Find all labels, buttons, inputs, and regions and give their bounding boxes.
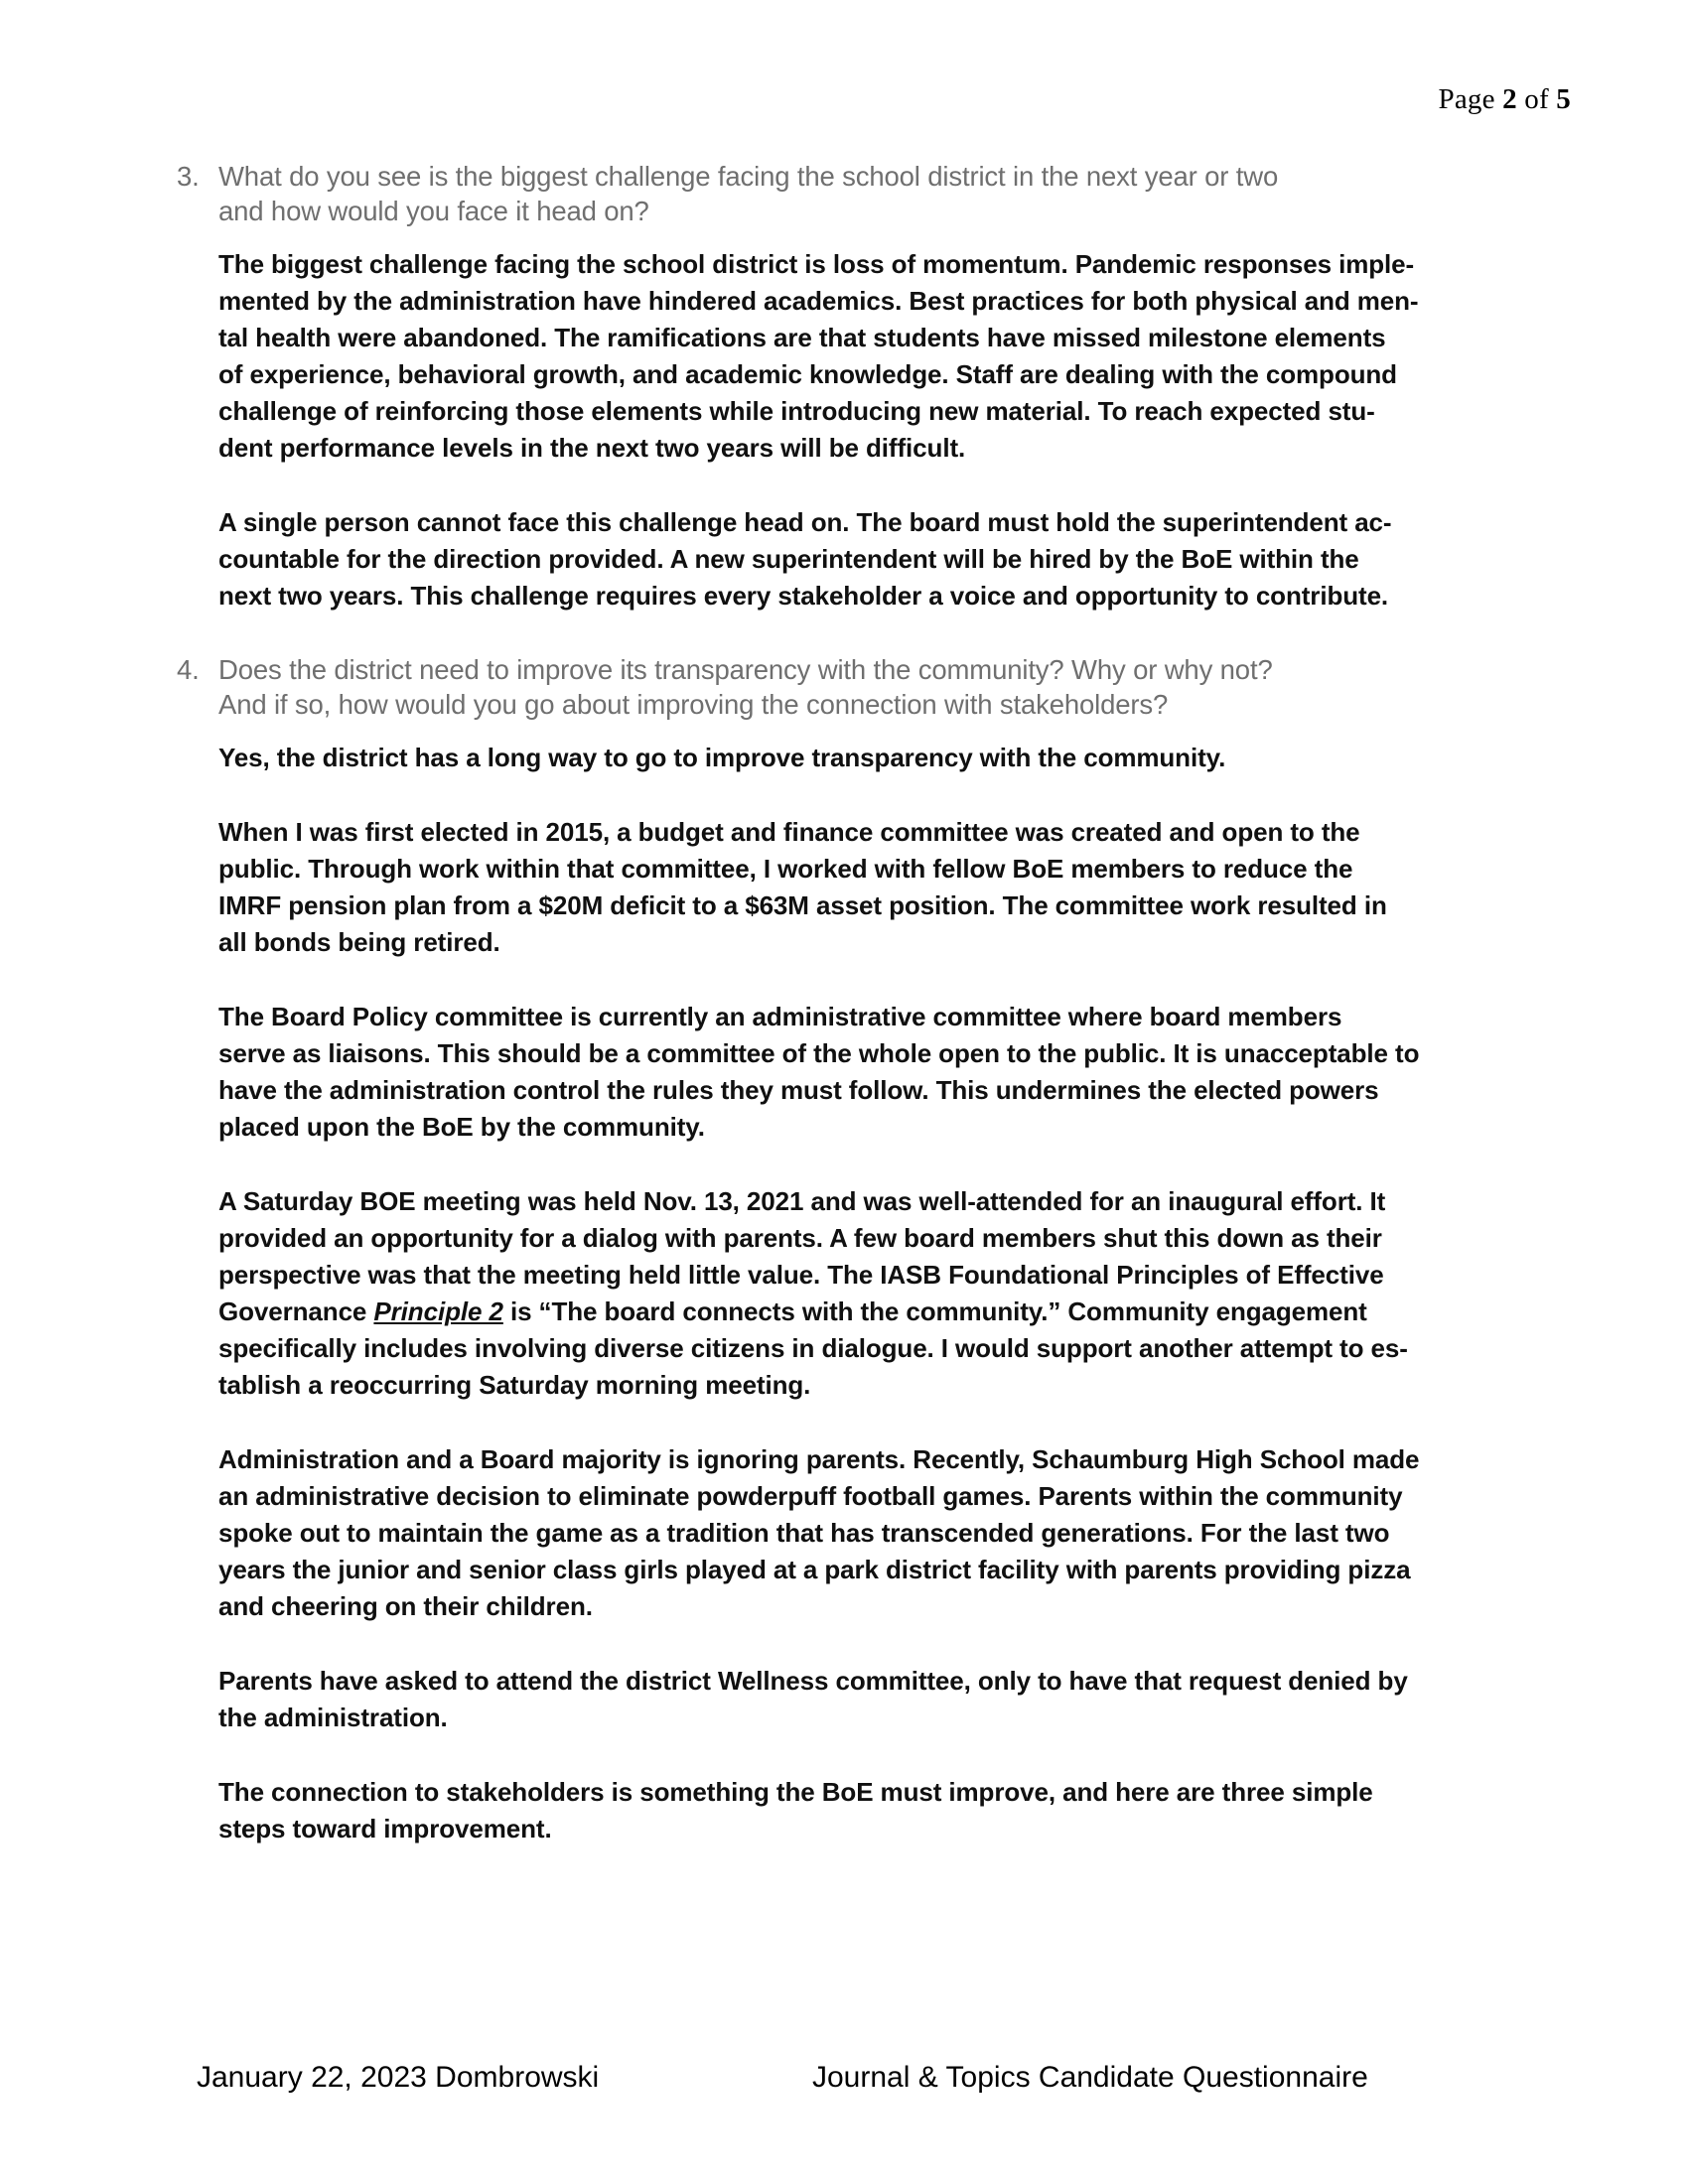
question-3-text	[218, 159, 1497, 228]
answer-line: tablish a reoccurring Saturday morning meeting.	[218, 1370, 811, 1400]
answer-line: tal health were abandoned. The ramifications are that students have missed milestone elements	[218, 323, 1386, 352]
answer-paragraph	[218, 999, 1497, 1146]
page-footer	[0, 2061, 1688, 2107]
question-block-3	[177, 159, 1497, 614]
answer-line: and cheering on their children.	[218, 1591, 593, 1621]
answer-paragraph	[218, 1183, 1497, 1404]
answer-line: A Saturday BOE meeting was held Nov. 13, 2021 and was well-attended for an inaugural effort. It	[218, 1186, 1386, 1216]
answer-line: placed upon the BoE by the community.	[218, 1112, 705, 1142]
question-4-answers	[218, 740, 1497, 1847]
page-header-current: 2	[1502, 83, 1517, 115]
page-header-prefix: Page	[1438, 83, 1495, 115]
answer-line-prefix: Governance	[218, 1297, 374, 1326]
answer-line: mented by the administration have hindered academics. Best practices for both physical and men-	[218, 286, 1419, 316]
answer-line: Administration and a Board majority is ignoring parents. Recently, Schaumburg High School made	[218, 1444, 1420, 1474]
answer-line: provided an opportunity for a dialog with parents. A few board members shut this down as their	[218, 1223, 1382, 1253]
answer-line: Parents have asked to attend the district Wellness committee, only to have that request denied by	[218, 1666, 1408, 1696]
answer-paragraph	[218, 814, 1497, 961]
footer-date-author: January 22, 2023 Dombrowski	[197, 2061, 600, 2094]
document-content	[177, 159, 1497, 1885]
answer-line-with-link	[218, 1294, 1497, 1330]
answer-line: countable for the direction provided. A new superintendent will be hired by the BoE within the	[218, 544, 1359, 574]
answer-line: spoke out to maintain the game as a tradition that has transcended generations. For the last two	[218, 1518, 1390, 1548]
answer-line: IMRF pension plan from a $20M deficit to a $63M asset position. The committee work resulted in	[218, 890, 1387, 920]
answer-line: next two years. This challenge requires every stakeholder a voice and opportunity to contribute.	[218, 581, 1389, 611]
answer-line: steps toward improvement.	[218, 1814, 552, 1843]
answer-line: challenge of reinforcing those elements while introducing new material. To reach expected stu-	[218, 396, 1375, 426]
question-4-line-1: Does the district need to improve its transparency with the community? Why or why not?	[218, 654, 1273, 685]
answer-line: public. Through work within that committee, I worked with fellow BoE members to reduce the	[218, 854, 1353, 884]
answer-line: all bonds being retired.	[218, 927, 500, 957]
question-4-line-2: And if so, how would you go about improving the connection with stakeholders?	[218, 689, 1169, 720]
question-3-answers	[218, 246, 1497, 614]
answer-line: A single person cannot face this challenge head on. The board must hold the superintendent ac-	[218, 507, 1392, 537]
answer-line: The Board Policy committee is currently an administrative committee where board members	[218, 1002, 1342, 1031]
question-3-line-2: and how would you face it head on?	[218, 196, 649, 226]
answer-line: serve as liaisons. This should be a committee of the whole open to the public. It is unacceptable to	[218, 1038, 1420, 1068]
answer-line: years the junior and senior class girls played at a park district facility with parents providing pizza	[218, 1555, 1411, 1584]
answer-line: of experience, behavioral growth, and academic knowledge. Staff are dealing with the compound	[218, 359, 1397, 389]
page-number-header	[1439, 83, 1572, 116]
answer-line: dent performance levels in the next two years will be difficult.	[218, 433, 966, 463]
answer-line: The biggest challenge facing the school district is loss of momentum. Pandemic responses imple-	[218, 249, 1415, 279]
question-3-number: 3.	[177, 161, 200, 192]
answer-paragraph	[218, 1663, 1497, 1736]
answer-line-suffix: is “The board connects with the community.” Community engagement	[502, 1297, 1367, 1326]
principle-2-link[interactable]: Principle 2	[373, 1297, 503, 1326]
answer-line: the administration.	[218, 1703, 448, 1732]
question-4-number: 4.	[177, 654, 200, 685]
page-header-middle: of	[1524, 83, 1549, 115]
answer-line: an administrative decision to eliminate powderpuff football games. Parents within the community	[218, 1481, 1403, 1511]
answer-paragraph	[218, 246, 1497, 467]
answer-line: When I was first elected in 2015, a budget and finance committee was created and open to the	[218, 817, 1360, 847]
answer-line: have the administration control the rules they must follow. This undermines the elected powers	[218, 1075, 1379, 1105]
question-3	[177, 159, 1497, 228]
question-3-line-1: What do you see is the biggest challenge facing the school district in the next year or two	[218, 161, 1279, 192]
question-4	[177, 652, 1497, 722]
answer-paragraph	[218, 1441, 1497, 1625]
answer-line: The connection to stakeholders is something the BoE must improve, and here are three simple	[218, 1777, 1373, 1807]
question-block-4	[177, 652, 1497, 1847]
answer-line: perspective was that the meeting held little value. The IASB Foundational Principles of Effective	[218, 1260, 1384, 1290]
answer-line: Yes, the district has a long way to go to improve transparency with the community.	[218, 743, 1226, 772]
answer-paragraph	[218, 1774, 1497, 1847]
footer-publication: Journal & Topics Candidate Questionnaire	[812, 2061, 1368, 2094]
answer-line: specifically includes involving diverse citizens in dialogue. I would support another attempt to es-	[218, 1333, 1408, 1363]
page-header-total: 5	[1556, 83, 1571, 115]
question-4-text	[218, 652, 1497, 722]
answer-paragraph	[218, 740, 1497, 776]
answer-paragraph	[218, 504, 1497, 614]
